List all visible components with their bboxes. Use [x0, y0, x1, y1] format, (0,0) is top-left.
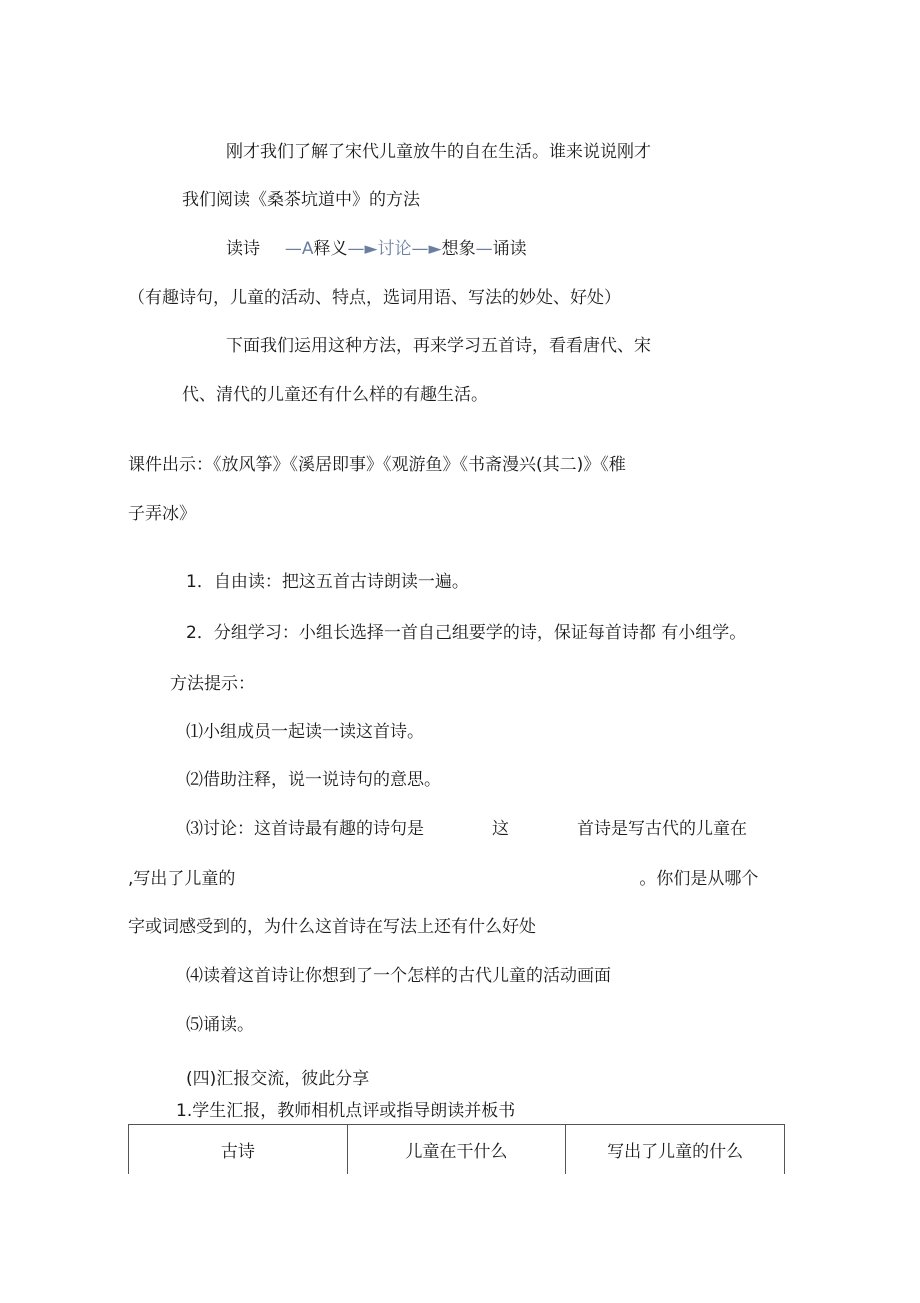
courseware-line: 子弄冰》 — [128, 504, 196, 524]
paragraph-line: 我们阅读《桑茶坑道中》的方法 — [182, 190, 420, 210]
step-item: 2．分组学习：小组长选择一首自己组要学的诗，保证每首诗都 有小组学。 — [186, 623, 747, 643]
flow-arrow: —A — [284, 239, 314, 259]
flow-step-read: 读诗 — [226, 239, 260, 259]
flow-arrow: —► — [347, 239, 378, 259]
method-3-text: 首诗是写古代的儿童在 — [577, 819, 747, 839]
table-header-cell: 古诗 — [129, 1125, 348, 1175]
flow-arrow: —► — [411, 239, 442, 259]
method-item: ⑸诵读。 — [186, 1015, 254, 1035]
courseware-line: 课件出示：《放风筝》《溪居即事》《观游鱼》《书斋漫兴(其二)》《稚 — [128, 455, 626, 475]
method-item: ⑴小组成员一起读一读这首诗。 — [186, 722, 424, 742]
paragraph-line: 刚才我们了解了宋代儿童放牛的自在生活。谁来说说刚才 — [226, 142, 651, 162]
summary-table — [128, 1124, 785, 1174]
method-item: 字或词感受到的，为什么这首诗在写法上还有什么好处 — [128, 917, 536, 937]
method-title: 方法提示： — [170, 674, 255, 694]
paragraph-line: 下面我们运用这种方法，再来学习五首诗，看看唐代、宋 — [226, 336, 651, 356]
method-flow — [226, 238, 527, 260]
flow-step-discuss: 讨论 — [377, 239, 412, 259]
report-item: 1.学生汇报，教师相机点评或指导朗读并板书 — [176, 1101, 516, 1121]
note-line: （有趣诗句，儿童的活动、特点，选词用语、写法的妙处、好处） — [128, 288, 621, 308]
flow-step-recite: 诵读 — [492, 239, 527, 259]
method-item: ⑵借助注释，说一说诗句的意思。 — [186, 770, 441, 790]
flow-arrow: — — [475, 239, 493, 259]
method-item — [128, 868, 758, 890]
flow-step-imagine: 想象 — [441, 239, 476, 259]
table-header-cell: 写出了儿童的什么 — [566, 1125, 785, 1175]
method-3-text: 这 — [492, 819, 509, 839]
flow-step-explain: 释义 — [313, 239, 348, 259]
method-3-text: 。你们是从哪个 — [639, 869, 759, 889]
table-header-row — [129, 1125, 785, 1175]
table-header-cell: 儿童在干什么 — [347, 1125, 566, 1175]
method-3-text: ⑶讨论：这首诗最有趣的诗句是 — [186, 819, 424, 839]
paragraph-line: 代、清代的儿童还有什么样的有趣生活。 — [182, 385, 488, 405]
section-heading: (四)汇报交流，彼此分享 — [186, 1069, 370, 1089]
method-3-text: ,写出了儿童的 — [128, 869, 236, 889]
method-item: ⑷读着这首诗让你想到了一个怎样的古代儿童的活动画面 — [186, 966, 611, 986]
step-item: 1．自由读：把这五首古诗朗读一遍。 — [186, 572, 469, 592]
method-item — [186, 818, 747, 840]
